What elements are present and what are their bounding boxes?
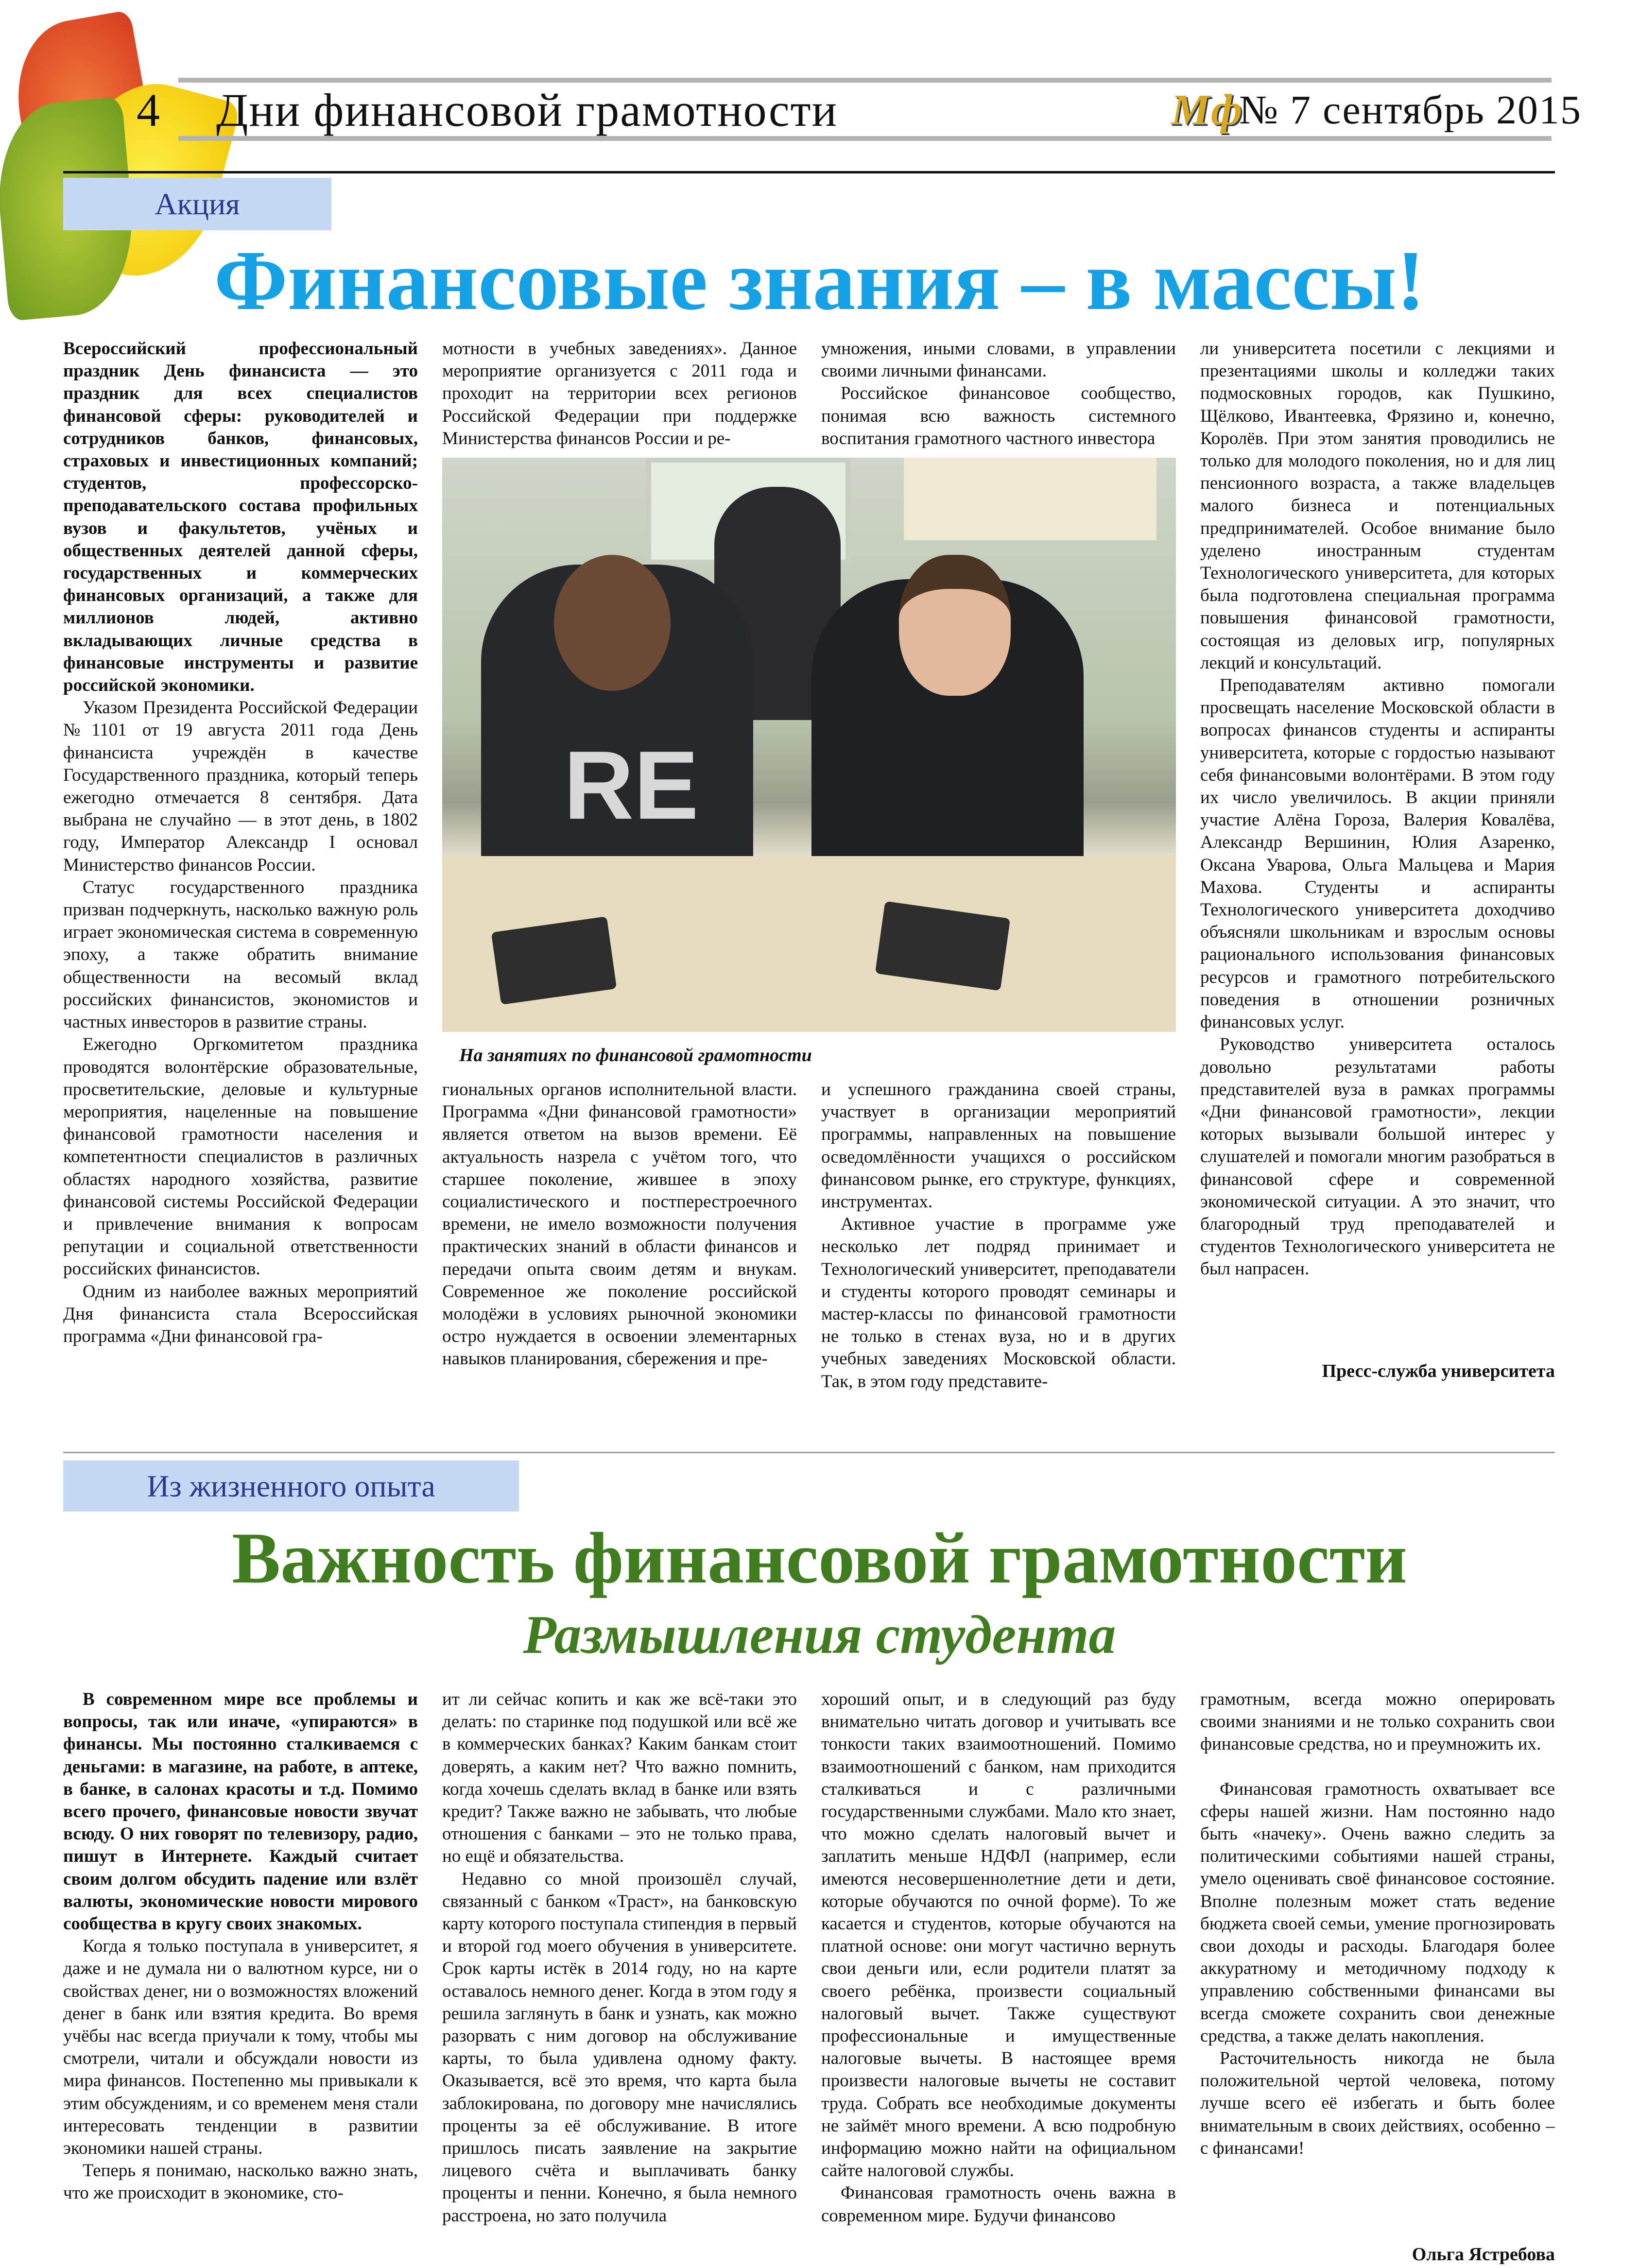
rubric-label: Акция [63,178,331,230]
divider [63,1452,1555,1453]
article1-column-3-top [821,338,1176,452]
article1-column-1 [63,338,418,1402]
article1-column-2-top [442,338,797,452]
paragraph: и успешного гражданина своей страны, участвует в организации мероприятий программы, направленных на повышение осведомлённости учащихся о российском финансовом рынке, его структуре, функциях, инструментах. [821,1080,1176,1212]
paragraph: грамотным, всегда можно оперировать своими знаниями и не только сохранить свои финансовые средства, но и преумножить их. [1200,1689,1555,1754]
student-left-head [554,555,671,691]
classroom-photo [442,458,1176,1032]
article2-column-3 [821,1688,1176,2268]
article-headline: Финансовые знания – в массы! [214,233,1425,328]
poster [904,458,1156,540]
paragraph: Указом Президента Российской Федерации №1101 от 19 августа 2011 года День финансиста учреждён в качестве Государственного праздника, который теперь ежегодно отмечается 8 сентября. Дата выбрана не случайно — в этот день, в 1802 году, Император Александр I основал Министерство финансов России. [63,698,418,875]
paragraph: гиональных органов исполнительной власти. Программа «Дни финансовой грамотности» является ответом на вызов времени. Её актуальность назрела с учётом того, что старшее поколение, жившее в эпоху социалистического и постперестроечного времени, не имело возможности получения практических знаний в области финансов и передачи опыта своим детям и внукам. Современное же поколение российской молодёжи в условиях рыночной экономики остро нуждается в освоении элементарных навыков планирования, сбережения и пре- [442,1080,797,1369]
paragraph: Теперь я понимаю, насколько важно знать, что же происходит в экономике, сто- [63,2161,418,2203]
shirt-print: RE [564,731,699,840]
paragraph: Когда я только поступала в университет, я даже и не думала ни о валютном курсе, ни о свойствах денег, ни о возможностях вложений денег в банк или взятия кредита. Во время учёбы нас всегда приучали к тому, чтобы мы смотрели, читали и обсуждали новости из мира финансов. Постепенно мы привыкали к этим обсуждениям, и со временем меня стали интересовать тенденции в развитии экономики нашей страны. [63,1936,418,2159]
article1-column-4 [1200,338,1555,1329]
divider [63,171,1555,173]
lead-paragraph: В современном мире все проблемы и вопросы, так или иначе, «упираются» в финансы. Мы постоянно сталкиваемся с деньгами: в магазине, на работе, в аптеке, в банке, в салонах красоты и т.д. Помимо всего прочего, финансовые новости звучат всюду. О них говорят по телевизору, радио, пишут в Интернете. Каждый считает своим долгом обсудить падение или взлёт валюты, экономические новости мирового сообщества в кругу своих знакомых. [63,1689,418,1934]
paragraph: Руководство университета осталось довольно результатами работы представителей вуза в рамках программы «Дни финансовой грамотности», лекции которых вызывали большой интерес у слушателей и помогали многим разобраться в финансовой сфере и современной экономической ситуации. А это значит, что благородный труд преподавателей и студентов Технологического университета не был напрасен. [1200,1034,1555,1279]
paragraph: Ежегодно Оргкомитетом праздника проводятся волонтёрские образовательные, просветительские, деловые и культурные мероприятия, нацеленные на повышение финансовой грамотности населения и компетентности специалистов в различных областях народного хозяйства, развитие финансовой системы Российской Федерации и привлечение внимания к вопросам репутации и социальной ответственности российских финансистов. [63,1034,418,1279]
issue-info: № 7 сентябрь 2015 [1239,87,1582,133]
newspaper-logo: Мф [1171,86,1243,134]
page-number: 4 [137,84,161,136]
paragraph: Активное участие в программе уже несколько лет подряд принимает и Технологический университет, преподаватели и студенты которого проводят семинары и мастер-классы по финансовой грамотности не только в стенах вуза, но и в других учебных заведениях Московской области. Так, в этом году представите- [821,1214,1176,1392]
paragraph: ли университета посетили с лекциями и презентациями школы и колледжи таких подмосковных городов, как Пушкино, Щёлково, Ивантеевка, Фрязино и, конечно, Королёв. При этом занятия проводились не только для молодого поколения, но и для лиц пенсионного возраста, а также владельцев малого бизнеса и потенциальных предпринимателей. Особое внимание было уделено иностранным студентам Технологического университета, для которых была подготовлена специальная программа повышения финансовой грамотности, состоящая из деловых игр, популярных лекций и консультаций. [1200,339,1555,673]
paragraph: Финансовая грамотность очень важна в современном мире. Будучи финансово [821,2183,1176,2226]
article2-column-4 [1200,1688,1555,2223]
paragraph: Российское финансовое сообщество, понимая всю важность системного воспитания грамотного частного инвестора [821,383,1176,448]
paragraph: умножения, иными словами, в управлении своими личными финансами. [821,339,1176,381]
article2-column-1 [63,1688,418,2268]
paragraph: Недавно со мной произошёл случай, связанный с банком «Траст», на банковскую карту которого поступала стипендия в первый и второй год моего обучения в университете. Срок карты истёк в 2014 году, но на карте оставалось немного денег. Когда в этом году я решила заглянуть в банк и узнать, как можно разорвать с ним договор на обслуживание карты, то была удивлена одному факту. Оказывается, всё это время, что карта была заблокирована, по договору мне начислялись проценты за её обслуживание. В итоге пришлось писать заявление на закрытие лицевого счёта и выплачивать банку проценты и пенни. Конечно, я была немного расстроена, но зато получила [442,1869,797,2226]
article1-signature: Пресс-служба университета [1322,1361,1555,1381]
paragraph: хороший опыт, и в следующий раз буду внимательно читать договор и учитывать все тонкости таких взаимоотношений. Помимо взаимоотношений с банком, нам приходится сталкиваться и с различными государственными службами. Мало кто знает, что можно сделать налоговый вычет и заплатить меньше НДФЛ (например, если имеются несовершеннолетние дети и дети, которые обучаются по очной форме). То же касается и студентов, которые обучаются на платной основе: они могут частично вернуть свои деньги или, если родители платят за своего ребёнка, произвести социальный налоговый вычет. Также существуют профессиональные и имущественные налоговые вычеты. В настоящее время произвести налоговые вычеты не составит труда. Собрать все необходимые документы не займёт много времени. А всю подробную информацию можно найти на официальном сайте налоговой службы. [821,1689,1176,2181]
paragraph: Статус государственного праздника призван подчеркнуть, насколько важную роль играет экономическая система в современную эпоху, а также обратить внимание общественности на весомый вклад российских финансистов, экономистов и частных инвесторов в развитие страны. [63,877,418,1032]
article-subheadline: Размышления студента [523,1605,1116,1665]
rubric-label: Из жизненного опыта [63,1460,519,1512]
lead-paragraph: Всероссийский профессиональный праздник День финансиста — это праздник для всех специалистов финансовой сферы: руководителей и сотрудников банков, финансовых, страховых и инвестиционных компаний; студентов, профессорско-преподавательского состава профильных вузов и факультетов, учёных и общественных деятелей данной сферы, государственных и коммерческих финансовых организаций, а также для миллионов людей, активно вкладывающих личные средства в финансовые инструменты и развитие российской экономики. [63,339,418,696]
paragraph: ит ли сейчас копить и как же всё-таки это делать: по старинке под подушкой или всё же в коммерческих банках? Каким банкам стоит доверять, а каким нет? Что важно помнить, когда хочешь сделать вклад в банке или взять кредит? Также важно не забывать, что любые отношения с банками – это не только права, но ещё и обязательства. [442,1689,797,1867]
header-rule-top [178,78,1552,83]
article1-column-2-bottom [442,1079,797,1402]
article-headline: Важность финансовой грамотности [232,1518,1407,1598]
article1-column-3-bottom [821,1079,1176,1402]
paragraph: Расточительность никогда не была положительной чертой человека, потому лучше всего её избегать и быть более внимательным в своих действиях, особенно – с финансами! [1200,2048,1555,2158]
paragraph: мотности в учебных заведениях». Данное мероприятие организуется с 2011 года и проходит на территории всех регионов Российской Федерации при поддержке Министерства финансов России и ре- [442,339,797,448]
photo-caption: На занятиях по финансовой грамотности [459,1045,812,1065]
paragraph: Преподавателям активно помогали просвещать население Московской области в вопросах финансов студенты и аспиранты университета, которые с гордостью называют себя финансовыми волонтёрами. В этом году их число увеличилось. В акции приняли участие Алёна Гороза, Валерия Ковалёва, Александр Вершинин, Юлия Азаренко, Оксана Уварова, Ольга Мальцева и Мария Махова. Студенты и аспиранты Технологического университета доходчиво объясняли школьникам и взрослым основы рационального использования финансовых ресурсов и грамотного потребительского поведения в отношении розничных финансовых услуг. [1200,675,1555,1032]
student-right-face [899,555,1011,696]
paragraph: Одним из наиболее важных мероприятий Дня финансиста стала Всероссийская программа «Дни финансовой гра- [63,1281,418,1346]
section-title: Дни финансовой грамотности [216,84,838,136]
article2-column-2 [442,1688,797,2268]
article2-signature: Ольга Ястребова [1412,2244,1555,2265]
paragraph: Финансовая грамотность охватывает все сферы нашей жизни. Нам постоянно надо быть «начеку». Очень важно следить за политическими событиями нашей страны, умело оценивать своё финансовое состояние. Вполне полезным может стать ведение бюджета своей семьи, умение прогнозировать свои доходы и расходы. Благодаря более аккуратному и методичному подходу к управлению собственными финансами вы всегда сможете сохранить свои денежные средства, а также делать накопления. [1200,1779,1555,2046]
